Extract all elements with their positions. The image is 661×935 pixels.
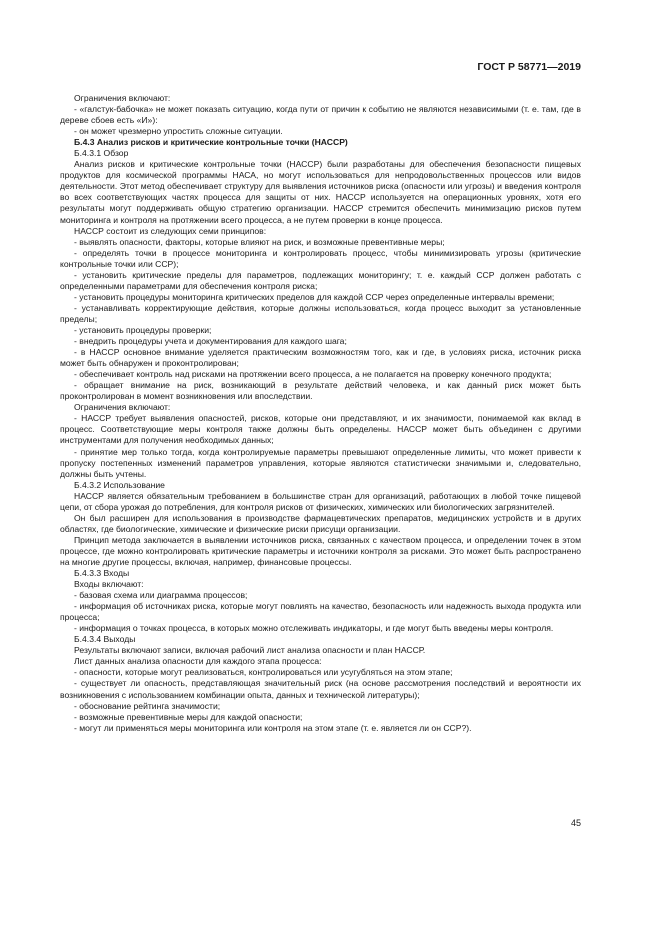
- paragraph: Ограничения включают:: [74, 402, 171, 413]
- subsection-heading: Б.4.3.4 Выходы: [74, 634, 136, 645]
- subsection-heading: Б.4.3.3 Входы: [74, 568, 130, 579]
- paragraph: - обращает внимание на риск, возникающий в результате действий человека, и как данный риск может быть проконтролирован в момент возникновения или впоследствии.: [60, 380, 581, 402]
- document-body: [60, 93, 581, 734]
- paragraph: - внедрить процедуры учета и документирования для каждого шага;: [74, 336, 347, 347]
- paragraph: Ограничения включают:: [74, 93, 171, 103]
- section-heading: Б.4.3 Анализ рисков и критические контрольные точки (НАССР): [74, 137, 348, 148]
- standard-number: ГОСТ Р 58771—2019: [477, 61, 581, 73]
- paragraph: Лист данных анализа опасности для каждого этапа процесса:: [74, 656, 322, 667]
- paragraph: Анализ рисков и критические контрольные точки (НАССР) были разработаны для обеспечения безопасности пищевых продуктов для космической программы НАСА, но могут использоваться для непродовольственных процессов или видов деятельности. Этот метод обеспечивает структуру для выявления источников риска (опасности или угрозы) и введения контроля во всех соответствующих частях процесса для защиты от них. НАССР используется на операционных уровнях, хотя его результаты могут поддерживать общую стратегию организации. НАССР стремится обеспечить минимизацию рисков путем мониторинга и контроля на протяжении всего процесса, а не путем проверки в конце процесса.: [60, 159, 581, 225]
- paragraph: - принятие мер только тогда, когда контролируемые параметры превышают определенные лимиты, что может привести к пропуску постепенных изменений параметров управления, которые являются статистически значимыми и, следовательно, должны быть учтены.: [60, 446, 581, 479]
- paragraph: - могут ли применяться меры мониторинга или контроля на этом этапе (т. е. является ли он ССР?).: [74, 722, 472, 733]
- paragraph: - установить критические пределы для параметров, подлежащих мониторингу; т. е. каждый ССР должен работать с определенными параметрами для обеспечения контроля риска;: [60, 269, 581, 291]
- subsection-heading: Б.4.3.2 Использование: [74, 479, 165, 490]
- paragraph: - «галстук-бабочка» не может показать ситуацию, когда пути от причин к событию не являются независимыми (т. е. там, где в дереве сбоев есть «И»):: [60, 104, 581, 126]
- paragraph: Принцип метода заключается в выявлении источников риска, связанных с качеством процесса, и определении точек в этом процессе, где можно контролировать критические параметры и источники контроля за рисками. Это может быть распространено на многие другие процессы, включая, например, финансовые процессы.: [60, 534, 581, 567]
- paragraph: - выявлять опасности, факторы, которые влияют на риск, и возможные превентивные меры;: [74, 236, 445, 247]
- paragraph: - обоснование рейтинга значимости;: [74, 700, 221, 711]
- paragraph: Он был расширен для использования в производстве фармацевтических препаратов, медицинских устройств и в других областях, где биологические, химические и физические риски присущи организации.: [60, 512, 581, 534]
- paragraph: НАССР является обязательным требованием в большинстве стран для организаций, работающих в любой точке пищевой цепи, от сбора урожая до потребления, для контроля рисков от физических, химических или биологических загрязнителей.: [60, 490, 581, 512]
- paragraph: - устанавливать корректирующие действия, которые должны использоваться, когда процесс выходит за установленные пределы;: [60, 302, 581, 324]
- paragraph: - обеспечивает контроль над рисками на протяжении всего процесса, а не полагается на проверку конечного продукта;: [74, 369, 552, 380]
- paragraph: - определять точки в процессе мониторинга и контролировать процесс, чтобы минимизировать угрозы (критические контрольные точки или ССР);: [60, 247, 581, 269]
- page-number: 45: [570, 818, 581, 828]
- paragraph: - информация об источниках риска, которые могут повлиять на качество, безопасность или надежность выхода продукта или процесса;: [60, 601, 581, 623]
- paragraph: - НАССР требует выявления опасностей, рисков, которые они представляют, и их значимости, понимаемой как вклад в процесс. Соответствующие меры контроля также должны быть определены. НАССР может быть объединен с другими инструментами для получения необходимых данных;: [60, 413, 581, 446]
- paragraph: - опасности, которые могут реализоваться, контролироваться или усугубляться на этом этапе;: [74, 667, 453, 678]
- paragraph: Входы включают:: [74, 579, 144, 590]
- paragraph: - информация о точках процесса, в которых можно отслеживать индикаторы, и где могут быть введены меры контроля.: [74, 623, 554, 634]
- paragraph: - существует ли опасность, представляющая значительный риск (на основе рассмотрения последствий и вероятности их возникновения с использованием комбинации опыта, данных и технической литературы);: [60, 678, 581, 700]
- paragraph: НАССР состоит из следующих семи принципов:: [74, 225, 267, 236]
- paragraph: Результаты включают записи, включая рабочий лист анализа опасности и план НАССР.: [74, 645, 426, 656]
- paragraph: - базовая схема или диаграмма процессов;: [74, 590, 248, 601]
- paragraph: - установить процедуры проверки;: [74, 324, 212, 335]
- paragraph: - возможные превентивные меры для каждой опасности;: [74, 711, 303, 722]
- subsection-heading: Б.4.3.1 Обзор: [74, 148, 129, 159]
- paragraph: - в НАССР основное внимание уделяется практическим возможностям того, как и где, в условиях риска, источник риска может быть обнаружен и проконтролирован;: [60, 347, 581, 369]
- paragraph: - он может чрезмерно упростить сложные ситуации.: [74, 126, 283, 137]
- paragraph: - установить процедуры мониторинга критических пределов для каждой ССР через определенные интервалы времени;: [74, 291, 555, 302]
